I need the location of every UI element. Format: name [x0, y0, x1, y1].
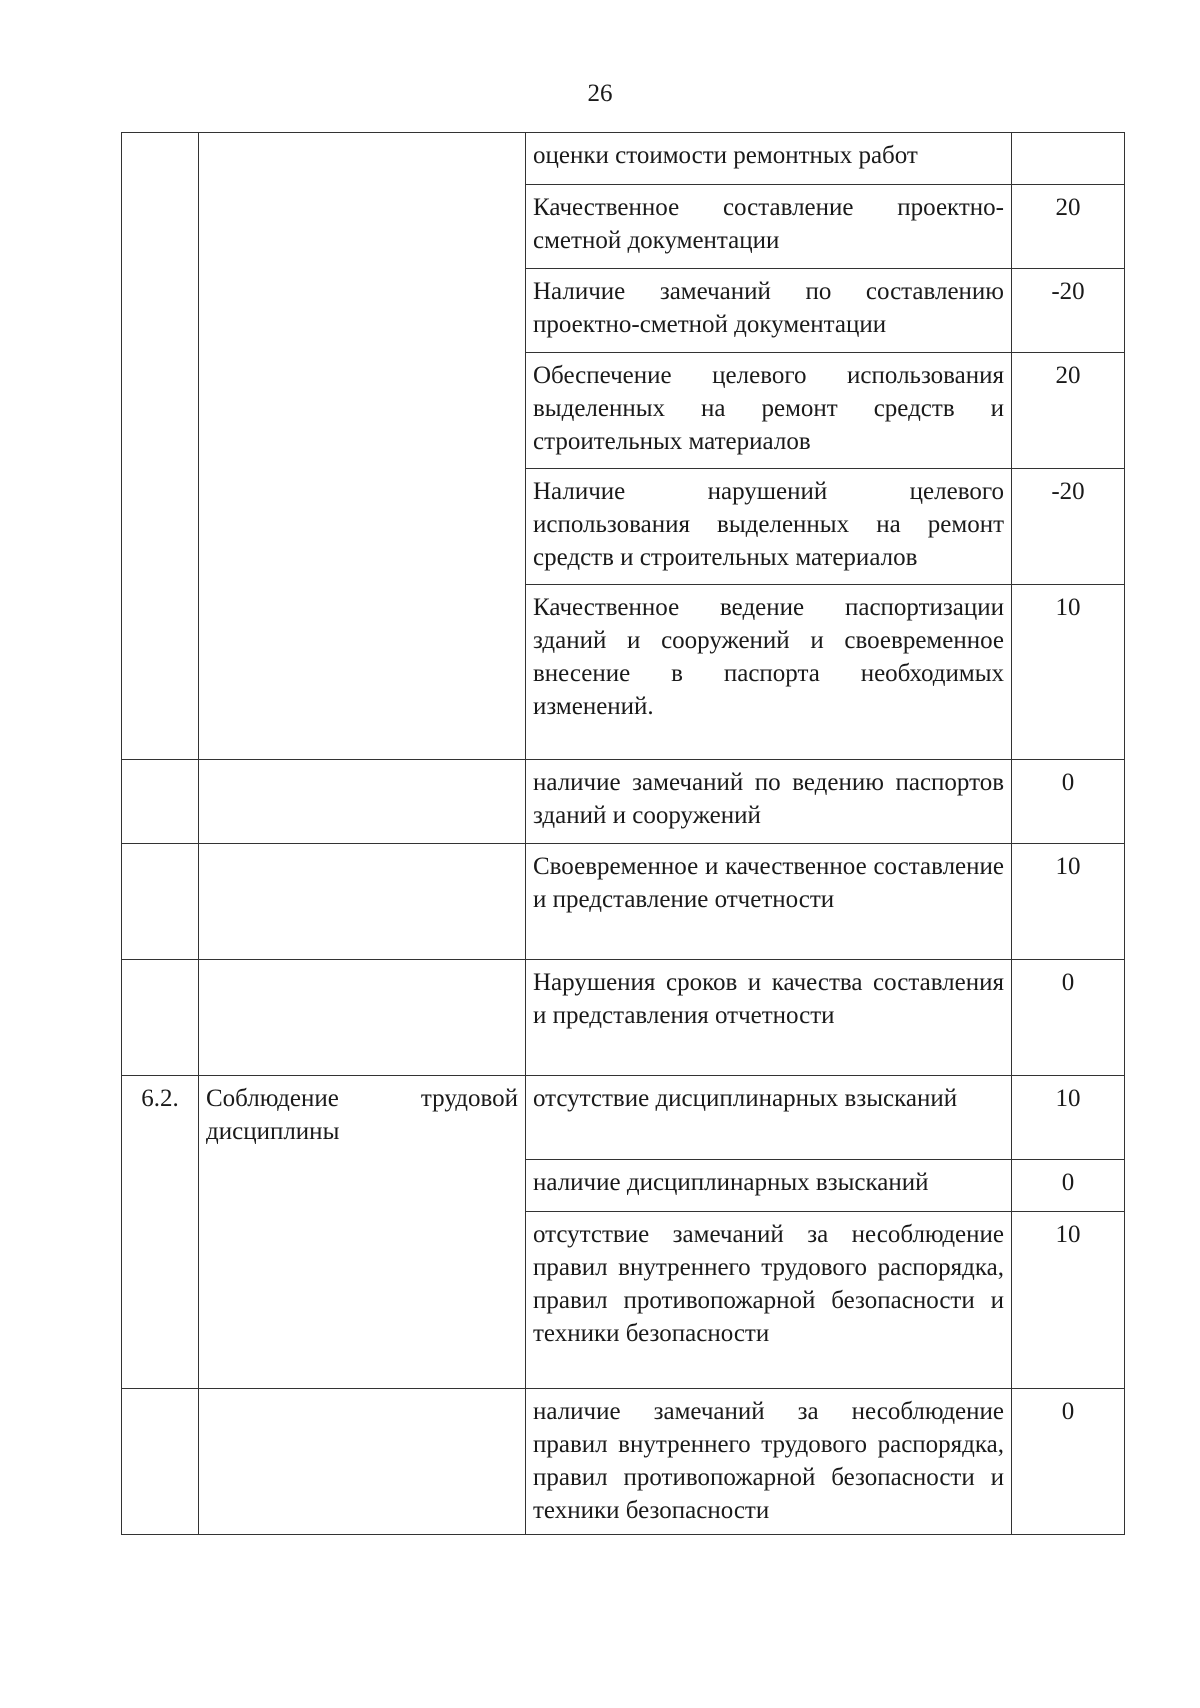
indicator-name-cell: [199, 960, 526, 1076]
page-number: 26: [587, 80, 613, 107]
score-cell: 10: [1012, 585, 1125, 760]
score-cell: 0: [1012, 960, 1125, 1076]
indicator-name-cell: [199, 760, 526, 844]
score-cell: -20: [1012, 269, 1125, 353]
criterion-cell: Своевременное и качественное составление и представление отчетности: [526, 844, 1012, 960]
table-row: [122, 1389, 1125, 1535]
indicator-name-cell: [199, 133, 526, 760]
score-cell: 0: [1012, 1160, 1125, 1212]
score-cell: -20: [1012, 469, 1125, 585]
indicator-name-text: Соблюдение трудовой дисциплины: [206, 1085, 518, 1145]
item-number-cell: [122, 133, 199, 760]
table-row: [122, 960, 1125, 1076]
score-cell: 20: [1012, 185, 1125, 269]
indicator-name-cell: [199, 1389, 526, 1535]
criterion-cell: наличие замечаний за несоблюдение правил внутреннего трудового распорядка, правил противопожарной безопасности и техники безопасности: [526, 1389, 1012, 1535]
criterion-cell: Нарушения сроков и качества составления и представления отчетности: [526, 960, 1012, 1076]
criterion-cell: оценки стоимости ремонтных работ: [526, 133, 1012, 185]
criterion-cell: Качественное ведение паспортизации зданий и сооружений и своевременное внесение в паспорта необходимых изменений.: [526, 585, 1012, 760]
score-cell: 10: [1012, 1076, 1125, 1160]
score-cell: 10: [1012, 1212, 1125, 1389]
score-cell: 0: [1012, 760, 1125, 844]
table-row: [122, 133, 1125, 185]
indicator-name-cell: [199, 1076, 526, 1389]
item-number-cell: [122, 844, 199, 960]
item-number-cell: [122, 760, 199, 844]
score-cell: 0: [1012, 1389, 1125, 1535]
criteria-table: [121, 132, 1125, 1535]
table-row: [122, 1076, 1125, 1160]
criterion-cell: отсутствие дисциплинарных взысканий: [526, 1076, 1012, 1160]
item-number-cell: 6.2.: [122, 1076, 199, 1389]
score-cell: 10: [1012, 844, 1125, 960]
score-cell: [1012, 133, 1125, 185]
criterion-cell: Обеспечение целевого использования выделенных на ремонт средств и строительных материалов: [526, 353, 1012, 469]
item-number-cell: [122, 960, 199, 1076]
table-row: [122, 760, 1125, 844]
criterion-cell: Качественное составление проектно-сметной документации: [526, 185, 1012, 269]
criterion-cell: Наличие замечаний по составлению проектно-сметной документации: [526, 269, 1012, 353]
criterion-cell: Наличие нарушений целевого использования выделенных на ремонт средств и строительных материалов: [526, 469, 1012, 585]
criterion-cell: наличие замечаний по ведению паспортов зданий и сооружений: [526, 760, 1012, 844]
score-cell: 20: [1012, 353, 1125, 469]
item-number-cell: [122, 1389, 199, 1535]
table-row: [122, 844, 1125, 960]
indicator-name-cell: [199, 844, 526, 960]
criterion-cell: отсутствие замечаний за несоблюдение правил внутреннего трудового распорядка, правил противопожарной безопасности и техники безопасности: [526, 1212, 1012, 1389]
criterion-cell: наличие дисциплинарных взысканий: [526, 1160, 1012, 1212]
